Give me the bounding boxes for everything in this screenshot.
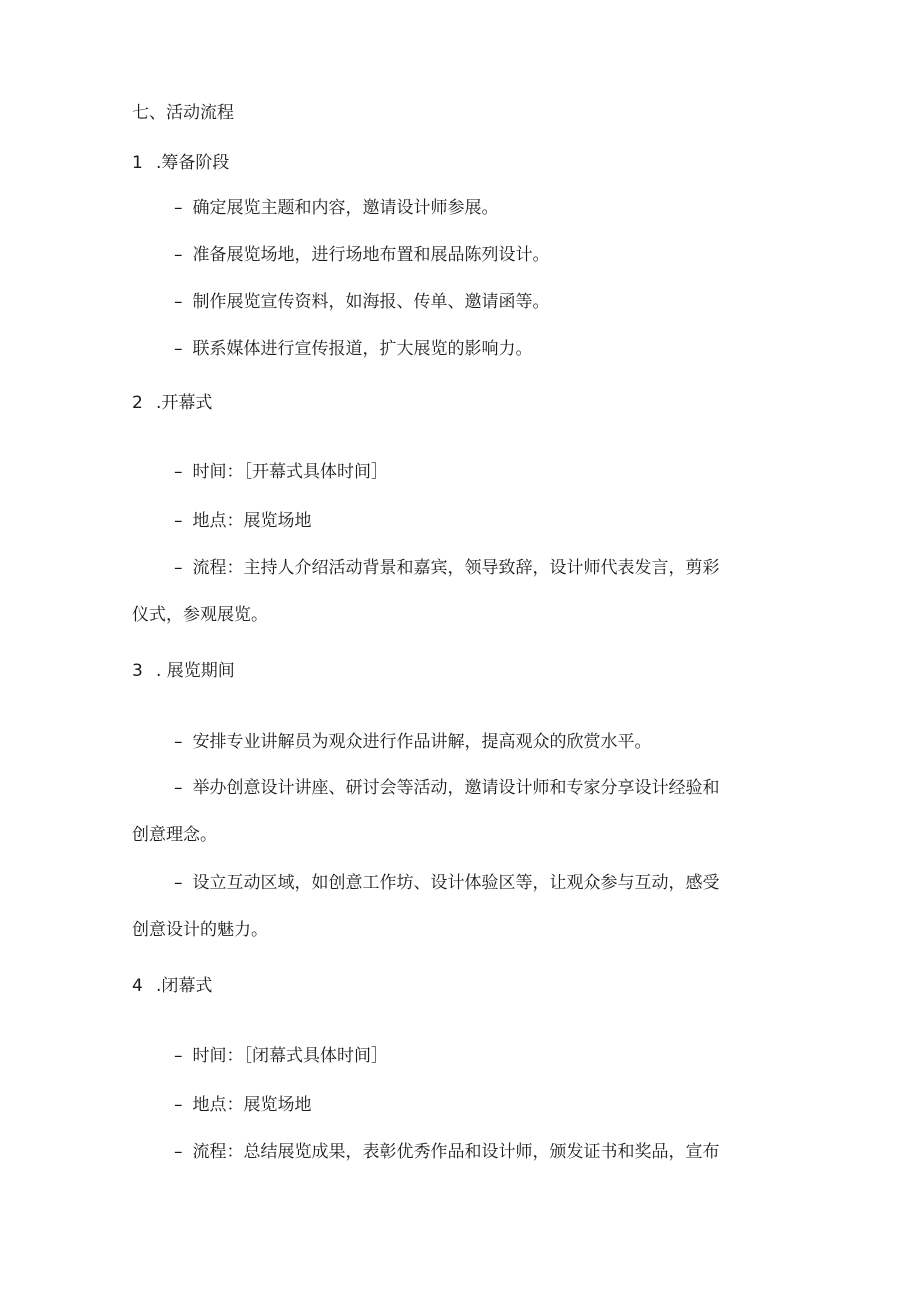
- list-item-continuation: 仪式，参观展览。: [132, 605, 268, 625]
- list-item: [174, 556, 720, 580]
- dash-marker: –: [174, 732, 183, 752]
- section-title: 七、活动流程: [132, 103, 234, 123]
- list-item-text: 时间：［闭幕式具体时间］: [192, 1046, 388, 1066]
- list-item-text: 举办创意设计讲座、研讨会等活动，邀请设计师和专家分享设计经验和: [192, 778, 720, 798]
- dash-marker: –: [174, 558, 183, 578]
- dash-marker: –: [174, 873, 183, 893]
- list-item-text: 联系媒体进行宣传报道，扩大展览的影响力。: [192, 339, 533, 359]
- stage-heading-3: [132, 659, 235, 683]
- dash-marker: –: [174, 339, 183, 359]
- list-item-text: 准备展览场地，进行场地布置和展品陈列设计。: [192, 245, 550, 265]
- dash-marker: –: [174, 292, 183, 312]
- list-item: [174, 460, 388, 484]
- list-item: [174, 871, 720, 895]
- list-item: [174, 730, 652, 754]
- dash-marker: –: [174, 778, 183, 798]
- stage-title: .开幕式: [156, 393, 213, 413]
- list-item: [174, 1044, 388, 1068]
- dash-marker: –: [174, 1142, 183, 1162]
- list-item: [174, 243, 550, 267]
- stage-number: 2: [132, 393, 143, 413]
- stage-number: 3: [132, 661, 143, 681]
- list-item: [174, 196, 499, 220]
- list-item-continuation: 创意理念。: [132, 825, 217, 845]
- dash-marker: –: [174, 245, 183, 265]
- stage-heading-4: [132, 974, 212, 998]
- stage-title: .筹备阶段: [156, 153, 230, 173]
- list-item-text: 地点：展览场地: [192, 1095, 312, 1115]
- list-item-text: 流程：主持人介绍活动背景和嘉宾，领导致辞，设计师代表发言，剪彩: [192, 558, 720, 578]
- stage-title: . 展览期间: [156, 661, 235, 681]
- list-item-text: 确定展览主题和内容，邀请设计师参展。: [192, 198, 499, 218]
- list-item-text: 制作展览宣传资料，如海报、传单、邀请函等。: [192, 292, 550, 312]
- list-item-text: 流程：总结展览成果，表彰优秀作品和设计师，颁发证书和奖品，宣布: [192, 1142, 720, 1162]
- list-item: [174, 776, 720, 800]
- dash-marker: –: [174, 198, 183, 218]
- stage-title: .闭幕式: [156, 976, 213, 996]
- list-item: [174, 1093, 312, 1117]
- list-item-continuation: 创意设计的魅力。: [132, 920, 268, 940]
- dash-marker: –: [174, 511, 183, 531]
- list-item-text: 安排专业讲解员为观众进行作品讲解，提高观众的欣赏水平。: [192, 732, 652, 752]
- stage-number: 4: [132, 976, 143, 996]
- list-item-text: 时间：［开幕式具体时间］: [192, 462, 388, 482]
- list-item: [174, 337, 533, 361]
- stage-heading-1: [132, 151, 229, 175]
- stage-number: 1: [132, 153, 143, 173]
- dash-marker: –: [174, 462, 183, 482]
- list-item: [174, 1140, 720, 1164]
- dash-marker: –: [174, 1046, 183, 1066]
- dash-marker: –: [174, 1095, 183, 1115]
- list-item-text: 设立互动区域，如创意工作坊、设计体验区等，让观众参与互动，感受: [192, 873, 720, 893]
- stage-heading-2: [132, 391, 212, 415]
- list-item: [174, 509, 312, 533]
- list-item: [174, 290, 550, 314]
- list-item-text: 地点：展览场地: [192, 511, 312, 531]
